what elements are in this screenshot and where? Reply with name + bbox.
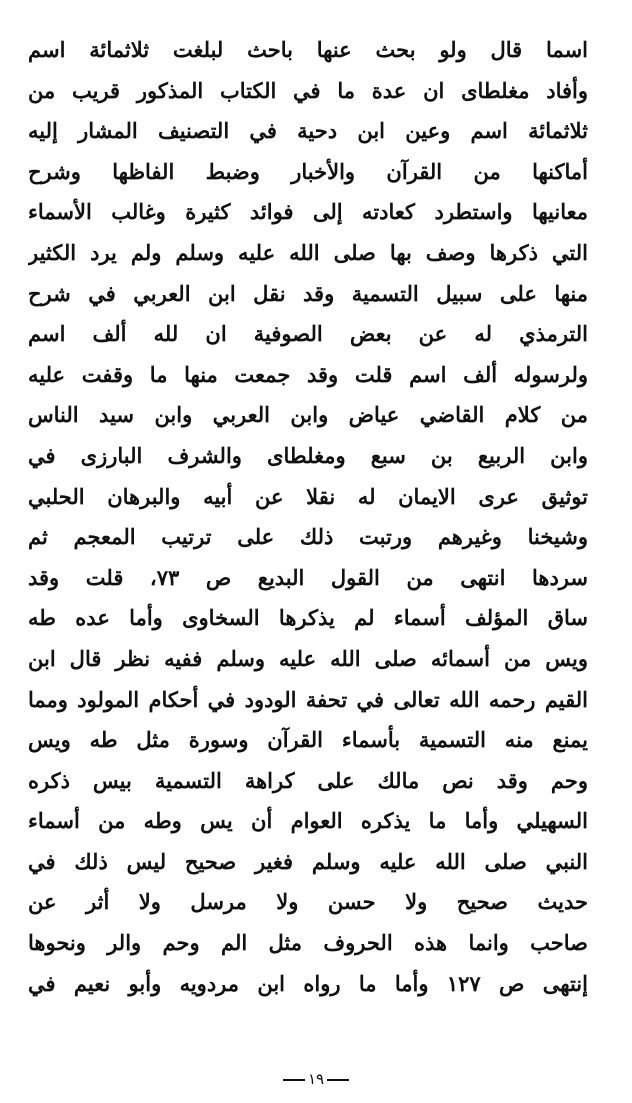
footer-dash-ornament [327,1079,349,1081]
text-line: معانيها واستطرد كعادته إلى فوائد كثيرة وغالب الأسماء [28,199,588,225]
text-line: وأفاد مغلطاى ان عدة ما في الكتاب المذكور قريب من [28,77,588,103]
text-line: منها على سبيل التسمية وقد نقل ابن العربي في شرح [28,280,588,306]
body-text [28,30,588,1004]
text-line: وابن الربيع بن سبع ومغلطاى والشرف البارزى في [28,442,588,468]
text-line: ساق المؤلف أسماء لم يذكرها السخاوى وأما عده طه [28,605,588,631]
page-number: ١٩ [307,1070,325,1088]
text-line: ويس من أسمائه صلى الله عليه وسلم ففيه نظر قال ابن [28,645,588,671]
text-line: صاحب وانما هذه الحروف مثل الم وحم والر ونحوها [28,930,588,956]
text-line: وحم وقد نص مالك على كراهة التسمية بيس ذكره [28,767,588,793]
text-line: أماكنها من القرآن والأخبار وضبط الفاظها وشرح [28,158,588,184]
text-line: وشيخنا وغيرهم ورتبت ذلك على ترتيب المعجم ثم [28,524,588,550]
page-footer [0,1066,632,1092]
text-line: اسما قال ولو بحث عنها باحث لبلغت ثلاثمائة اسم [28,37,588,62]
text-line: الترمذي له عن بعض الصوفية ان لله ألف اسم [28,321,588,347]
text-line: توثيق عرى الايمان له نقلا عن أبيه والبرهان الحلبي [28,483,588,509]
text-line: سردها انتهى من القول البديع ص ٧٣، قلت وقد [28,564,588,590]
text-line: ثلاثمائة اسم وعين ابن دحية في التصنيف المشار إليه [28,118,588,144]
footer-dash-ornament [283,1079,305,1081]
text-line: النبي صلى الله عليه وسلم فغير صحيح ليس ذلك في [28,848,588,874]
text-line: التي ذكرها وصف بها صلى الله عليه وسلم ولم يرد الكثير [28,239,588,265]
text-line: ولرسوله ألف اسم قلت وقد جمعت منها ما وقفت عليه [28,361,588,387]
text-line: حديث صحيح ولا حسن ولا مرسل ولا أثر عن [28,889,588,915]
text-line: يمنع منه التسمية بأسماء القرآن وسورة مثل طه ويس [28,727,588,753]
text-line: إنتهى ص ١٢٧ وأما ما رواه ابن مردويه وأبو نعيم في [28,970,588,996]
text-line: من كلام القاضي عياض وابن العربي وابن سيد الناس [28,402,588,428]
text-line: القيم رحمه الله تعالى في تحفة الودود في أحكام المولود ومما [28,686,588,712]
text-line: السهيلي وأما ما يذكره العوام أن يس وطه من أسماء [28,808,588,834]
